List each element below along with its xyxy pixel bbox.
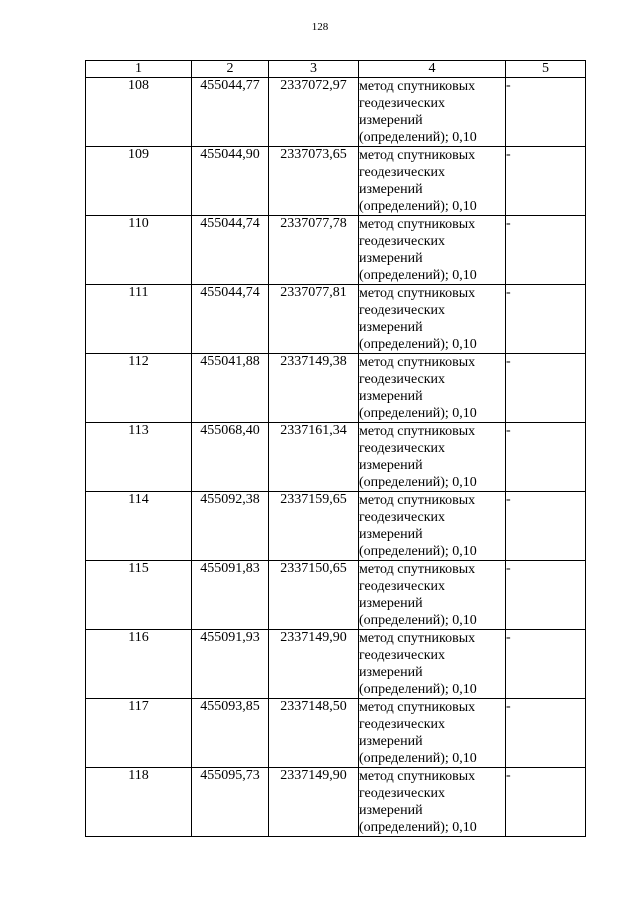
table-row bbox=[86, 285, 586, 354]
coordinate-x: 455091,83 bbox=[192, 561, 269, 630]
coordinate-y: 2337148,50 bbox=[269, 699, 359, 768]
table-header bbox=[86, 61, 586, 78]
column-header-2: 2 bbox=[192, 61, 269, 78]
point-number: 110 bbox=[86, 216, 192, 285]
point-number: 108 bbox=[86, 78, 192, 147]
note: - bbox=[506, 423, 586, 492]
coordinate-y: 2337161,34 bbox=[269, 423, 359, 492]
table-row bbox=[86, 768, 586, 837]
table-body bbox=[86, 78, 586, 837]
point-number: 111 bbox=[86, 285, 192, 354]
coordinate-y: 2337149,90 bbox=[269, 768, 359, 837]
coordinates-table bbox=[85, 60, 586, 837]
note: - bbox=[506, 216, 586, 285]
coordinate-x: 455044,74 bbox=[192, 285, 269, 354]
note: - bbox=[506, 699, 586, 768]
method-accuracy: метод спутниковых геодезических измерений (определений); 0,10 bbox=[359, 423, 506, 492]
coordinate-x: 455041,88 bbox=[192, 354, 269, 423]
coordinate-x: 455044,77 bbox=[192, 78, 269, 147]
coordinate-y: 2337073,65 bbox=[269, 147, 359, 216]
table-row bbox=[86, 216, 586, 285]
method-accuracy: метод спутниковых геодезических измерений (определений); 0,10 bbox=[359, 699, 506, 768]
method-accuracy: метод спутниковых геодезических измерений (определений); 0,10 bbox=[359, 216, 506, 285]
coordinate-y: 2337072,97 bbox=[269, 78, 359, 147]
table-row bbox=[86, 630, 586, 699]
table-row bbox=[86, 354, 586, 423]
method-accuracy: метод спутниковых геодезических измерений (определений); 0,10 bbox=[359, 630, 506, 699]
coordinate-y: 2337149,90 bbox=[269, 630, 359, 699]
note: - bbox=[506, 492, 586, 561]
method-accuracy: метод спутниковых геодезических измерений (определений); 0,10 bbox=[359, 561, 506, 630]
note: - bbox=[506, 630, 586, 699]
point-number: 112 bbox=[86, 354, 192, 423]
column-header-5: 5 bbox=[506, 61, 586, 78]
coordinate-x: 455044,74 bbox=[192, 216, 269, 285]
page-number: 128 bbox=[311, 21, 329, 33]
point-number: 117 bbox=[86, 699, 192, 768]
method-accuracy: метод спутниковых геодезических измерений (определений); 0,10 bbox=[359, 78, 506, 147]
point-number: 114 bbox=[86, 492, 192, 561]
coordinate-y: 2337159,65 bbox=[269, 492, 359, 561]
point-number: 118 bbox=[86, 768, 192, 837]
method-accuracy: метод спутниковых геодезических измерений (определений); 0,10 bbox=[359, 147, 506, 216]
table-row bbox=[86, 561, 586, 630]
note: - bbox=[506, 768, 586, 837]
table-row bbox=[86, 147, 586, 216]
note: - bbox=[506, 78, 586, 147]
column-header-3: 3 bbox=[269, 61, 359, 78]
coordinate-x: 455093,85 bbox=[192, 699, 269, 768]
coordinate-x: 455095,73 bbox=[192, 768, 269, 837]
column-header-4: 4 bbox=[359, 61, 506, 78]
point-number: 113 bbox=[86, 423, 192, 492]
note: - bbox=[506, 354, 586, 423]
method-accuracy: метод спутниковых геодезических измерений (определений); 0,10 bbox=[359, 492, 506, 561]
point-number: 115 bbox=[86, 561, 192, 630]
note: - bbox=[506, 147, 586, 216]
table-row bbox=[86, 423, 586, 492]
point-number: 116 bbox=[86, 630, 192, 699]
coordinate-y: 2337077,81 bbox=[269, 285, 359, 354]
coordinate-x: 455068,40 bbox=[192, 423, 269, 492]
coordinate-x: 455091,93 bbox=[192, 630, 269, 699]
table-row bbox=[86, 699, 586, 768]
coordinate-y: 2337149,38 bbox=[269, 354, 359, 423]
coordinate-y: 2337077,78 bbox=[269, 216, 359, 285]
coordinate-x: 455092,38 bbox=[192, 492, 269, 561]
table-row bbox=[86, 492, 586, 561]
coordinate-y: 2337150,65 bbox=[269, 561, 359, 630]
point-number: 109 bbox=[86, 147, 192, 216]
table-row bbox=[86, 78, 586, 147]
note: - bbox=[506, 285, 586, 354]
coordinate-x: 455044,90 bbox=[192, 147, 269, 216]
method-accuracy: метод спутниковых геодезических измерений (определений); 0,10 bbox=[359, 768, 506, 837]
method-accuracy: метод спутниковых геодезических измерений (определений); 0,10 bbox=[359, 354, 506, 423]
method-accuracy: метод спутниковых геодезических измерений (определений); 0,10 bbox=[359, 285, 506, 354]
column-header-1: 1 bbox=[86, 61, 192, 78]
header-row bbox=[86, 61, 586, 78]
note: - bbox=[506, 561, 586, 630]
